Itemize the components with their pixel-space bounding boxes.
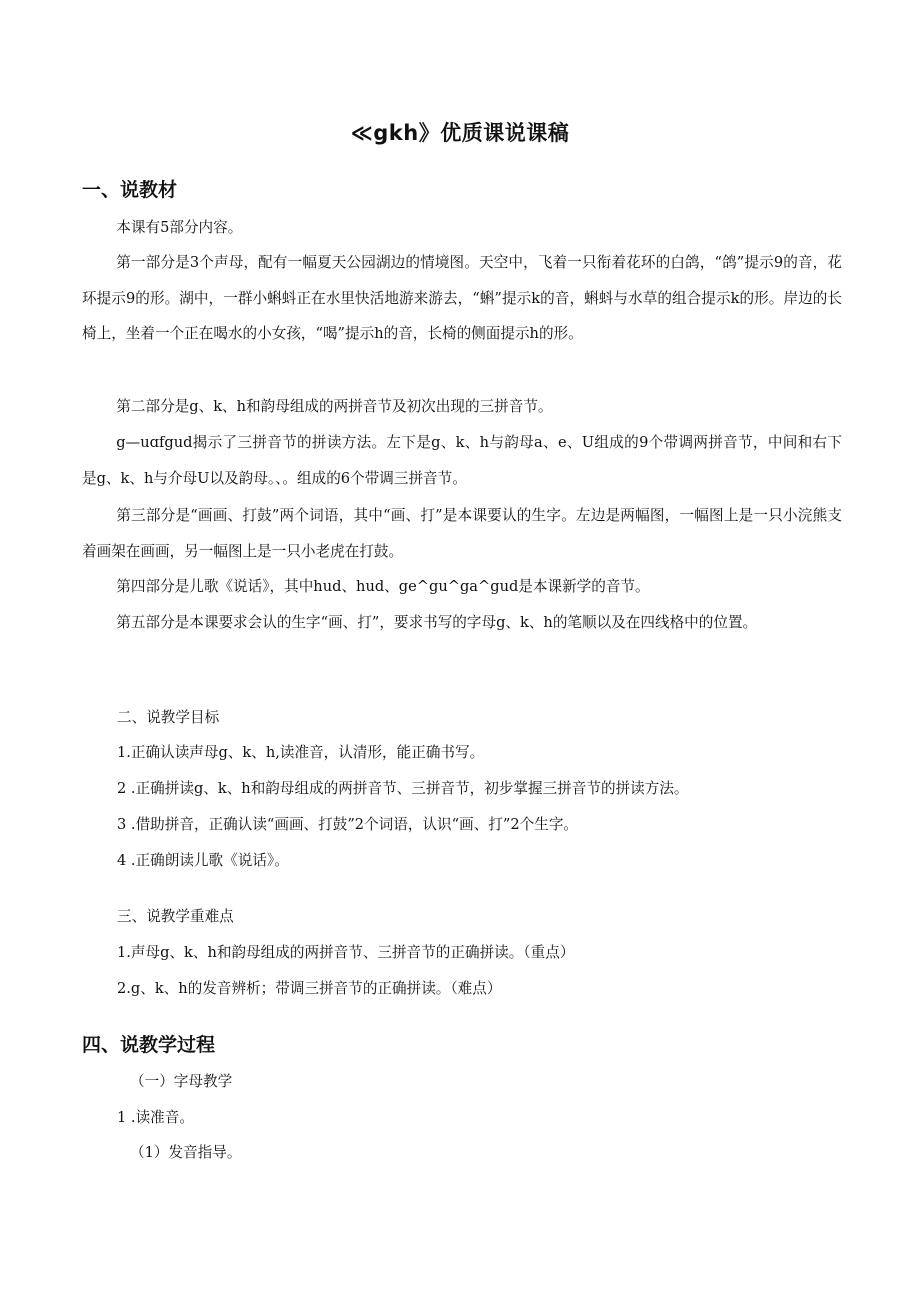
- goal-item: 2 .正确拼读g、k、h和韵母组成的两拼音节、三拼音节，初步掌握三拼音节的拼读方法。: [117, 780, 689, 797]
- key-point-item: 2.g、k、h的发音辨析；带调三拼音节的正确拼读。（难点）: [117, 980, 502, 997]
- goal-item: 3 .借助拼音，正确认读“画画、打鼓”2个词语，认识“画、打”2个生字。: [117, 816, 579, 833]
- process-step: 1 .读准音。: [117, 1109, 194, 1126]
- goal-item: 4 .正确朗读儿歌《说话》。: [117, 852, 289, 869]
- key-point-item: 1.声母g、k、h和韵母组成的两拼音节、三拼音节的正确拼读。（重点）: [117, 944, 575, 961]
- paragraph-part-five: 第五部分是本课要求会认的生字“画、打”，要求书写的字母g、k、h的笔顺以及在四线格中的位置。: [116, 614, 758, 631]
- process-subheading: （一）字母教学: [130, 1073, 233, 1090]
- document-title: ≪gkh》优质课说课稿: [350, 121, 570, 145]
- paragraph-part-four: 第四部分是儿歌《说话》，其中hud、hud、ge^gu^ga^gud是本课新学的音节。: [116, 578, 650, 595]
- section-heading-goals: 二、说教学目标: [117, 709, 220, 726]
- process-substep: （1）发音指导。: [130, 1144, 242, 1161]
- section-heading-textbook: 一、说教材: [82, 179, 178, 201]
- section-heading-key-points: 三、说教学重难点: [117, 908, 234, 925]
- paragraph-part-one: 第一部分是3个声母，配有一幅夏天公园湖边的情境图。天空中，飞着一只衔着花环的白鸽，“鸽”提示9的音，花环提示9的形。湖中，一群小蝌蚪正在水里快活地游来游去，“蝌”提示k的音，蝌蚪与水草的组合提示k的形。岸边的长椅上，坐着一个正在喝水的小女孩，“喝”提示h的音，长椅的侧面提示h的形。: [82, 254, 842, 342]
- section-heading-process: 四、说教学过程: [82, 1034, 216, 1056]
- paragraph-intro: 本课有5部分内容。: [116, 219, 243, 236]
- paragraph-three-syllable: g—uɑfgud揭示了三拼音节的拼读方法。左下是g、k、h与韵母a、e、U组成的9个带调两拼音节，中间和右下是g、k、h与介母U以及韵母。、。组成的6个带调三拼音节。: [82, 434, 842, 487]
- paragraph-part-three: 第三部分是“画画、打鼓”两个词语，其中“画、打”是本课要认的生字。左边是两幅图，一幅图上是一只小浣熊支着画架在画画，另一幅图上是一只小老虎在打鼓。: [82, 507, 842, 560]
- goal-item: 1.正确认读声母g、k、h,读准音，认清形，能正确书写。: [117, 744, 485, 761]
- paragraph-part-two: 第二部分是g、k、h和韵母组成的两拼音节及初次出现的三拼音节。: [116, 398, 553, 415]
